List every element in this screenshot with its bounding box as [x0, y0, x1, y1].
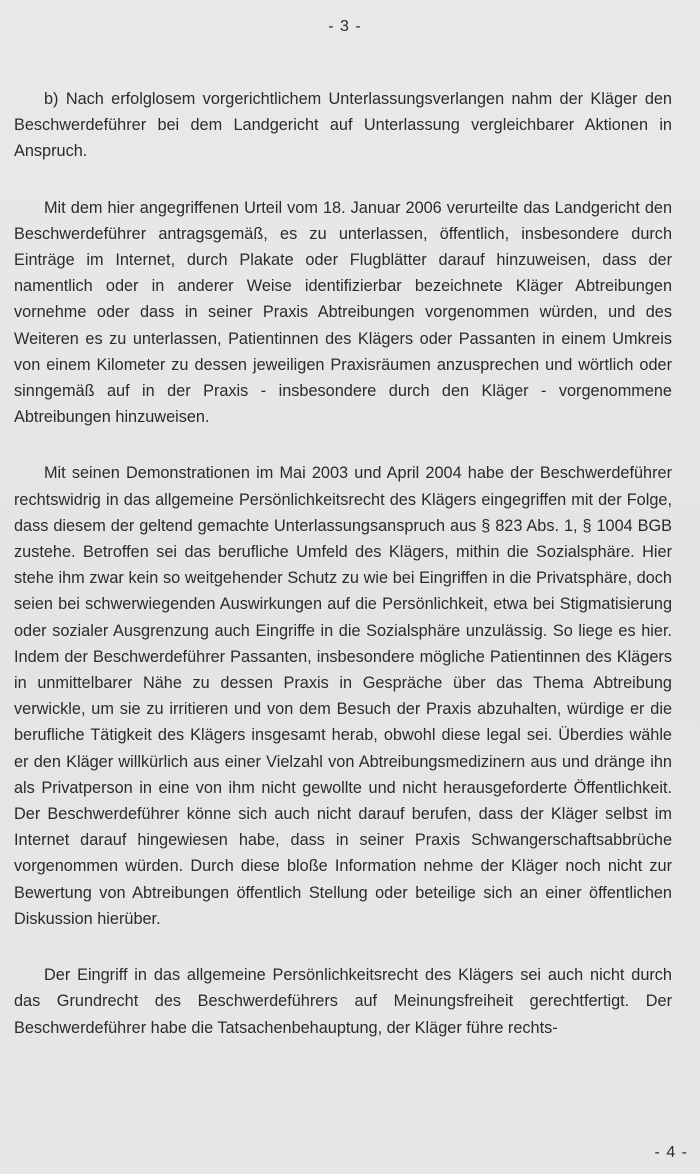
- paragraph: Mit seinen Demonstrationen im Mai 2003 und April 2004 habe der Beschwerdeführer rechtswidrig in das allgemeine Persönlichkeitsrecht des Klägers eingegriffen mit der Folge, dass diesem der geltend gemachte Unterlassungsanspruch aus § 823 Abs. 1, § 1004 BGB zustehe. Betroffen sei das berufliche Umfeld des Klägers, mithin die Sozialsphäre. Hier stehe ihm zwar kein so weitgehender Schutz zu wie bei Eingriffen in die Privatsphäre, doch seien bei schwerwiegenden Auswirkungen auf die Persönlichkeit, etwa bei Stigmatisierung oder sozialer Ausgrenzung auch Eingriffe in die Sozialsphäre unzulässig. So liege es hier. Indem der Beschwerdeführer Passanten, insbesondere mögliche Patientinnen des Klägers in unmittelbarer Nähe zu dessen Praxis in Gespräche über das Thema Abtreibung verwickle, um sie zu irritieren und von dem Besuch der Praxis abzuhalten, würdige er die berufliche Tätigkeit des Klägers insgesamt herab, obwohl diese legal sei. Überdies wähle er den Kläger willkürlich aus einer Vielzahl von Abtreibungsmedizinern aus und dränge ihn als Privatperson in eine von ihm nicht gewollte und nicht herausgeforderte Öffentlichkeit. Der Beschwerdeführer könne sich auch nicht darauf berufen, dass der Kläger selbst im Internet darauf hingewiesen habe, dass in seiner Praxis Schwangerschaftsabbrüche vorgenommen würden. Durch diese bloße Information nehme der Kläger noch nicht zur Bewertung von Abtreibungen öffentlich Stellung oder beteilige sich an einer öffentlichen Diskussion hierüber.: [14, 464, 672, 928]
- paragraph: b) Nach erfolglosem vorgerichtlichem Unterlassungsverlangen nahm der Kläger den Beschwerdeführer bei dem Landgericht auf Unterlassung vergleichbarer Aktionen in Anspruch.: [14, 90, 672, 161]
- next-page-marker: - 4 -: [654, 1144, 688, 1161]
- paragraph: Der Eingriff in das allgemeine Persönlichkeitsrecht des Klägers sei auch nicht durch das Grundrecht des Beschwerdeführers auf Meinungsfreiheit gerechtfertigt. Der Beschwerdeführer habe die Tatsachenbehauptung, der Kläger führe rechts-: [14, 966, 672, 1037]
- page-number: - 3 -: [328, 18, 362, 35]
- document-body: [14, 86, 672, 1071]
- paragraph: Mit dem hier angegriffenen Urteil vom 18. Januar 2006 verurteilte das Landgericht den Beschwerdeführer antragsgemäß, es zu unterlassen, öffentlich, insbesondere durch Einträge im Internet, durch Plakate oder Flugblätter darauf hinzuweisen, dass der namentlich oder in anderer Weise identifizierbar bezeichnete Kläger Abtreibungen vornehme oder dass in seiner Praxis Abtreibungen vorgenommen würden, und des Weiteren es zu unterlassen, Patientinnen des Klägers oder Passanten in einem Umkreis von einem Kilometer zu dessen jeweiligen Praxisräumen anzusprechen und wörtlich oder sinngemäß auf in der Praxis - insbesondere durch den Kläger - vorgenommene Abtreibungen hinzuweisen.: [14, 198, 672, 427]
